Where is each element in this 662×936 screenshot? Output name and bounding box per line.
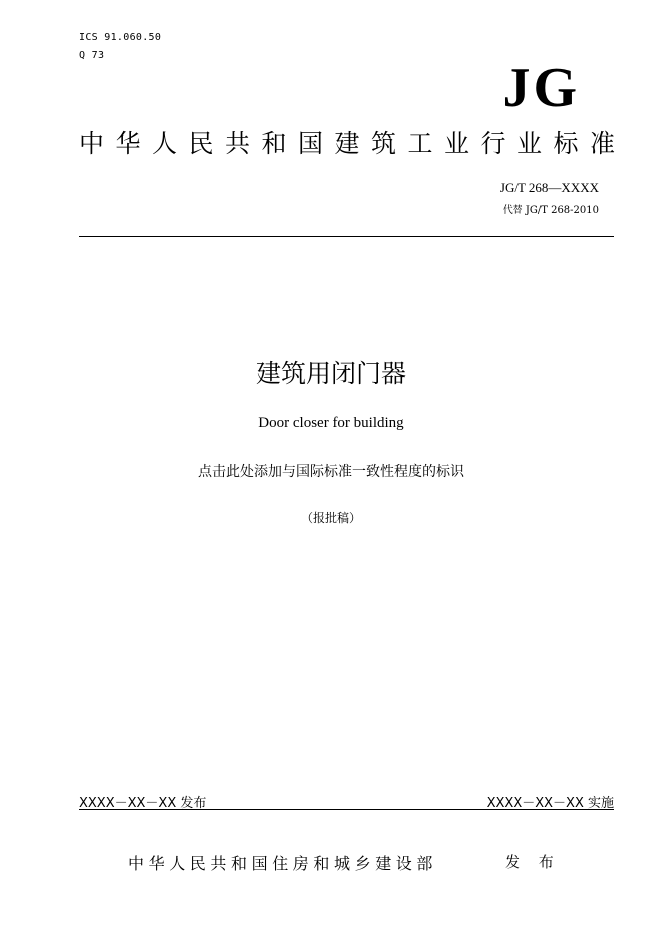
document-title-chinese: 建筑用闭门器 <box>255 359 406 388</box>
standard-number: JG/T 268—XXXX <box>499 180 599 195</box>
document-title-english: Door closer for building <box>258 415 404 431</box>
ics-code: ICS 91.060.50 <box>79 32 162 43</box>
ccs-code: Q 73 <box>79 50 105 61</box>
replaces-standard: 代替 JG/T 268-2010 <box>502 205 599 216</box>
standard-type-heading: 中华人民共和国建筑工业行业标准 <box>79 129 627 158</box>
implementation-date: XXXX－XX－XX 实施 <box>486 796 614 811</box>
footer-divider <box>79 809 614 810</box>
publish-label: 发 布 <box>505 853 561 871</box>
draft-status: （报批稿） <box>300 511 361 525</box>
issuing-ministry: 中华人民共和国住房和城乡建设部 <box>128 854 438 873</box>
issue-date: XXXX－XX－XX 发布 <box>79 796 207 811</box>
header-divider <box>79 236 614 237</box>
consistency-placeholder[interactable]: 点击此处添加与国际标准一致性程度的标识 <box>198 464 464 480</box>
jg-logo: JG <box>502 57 580 119</box>
